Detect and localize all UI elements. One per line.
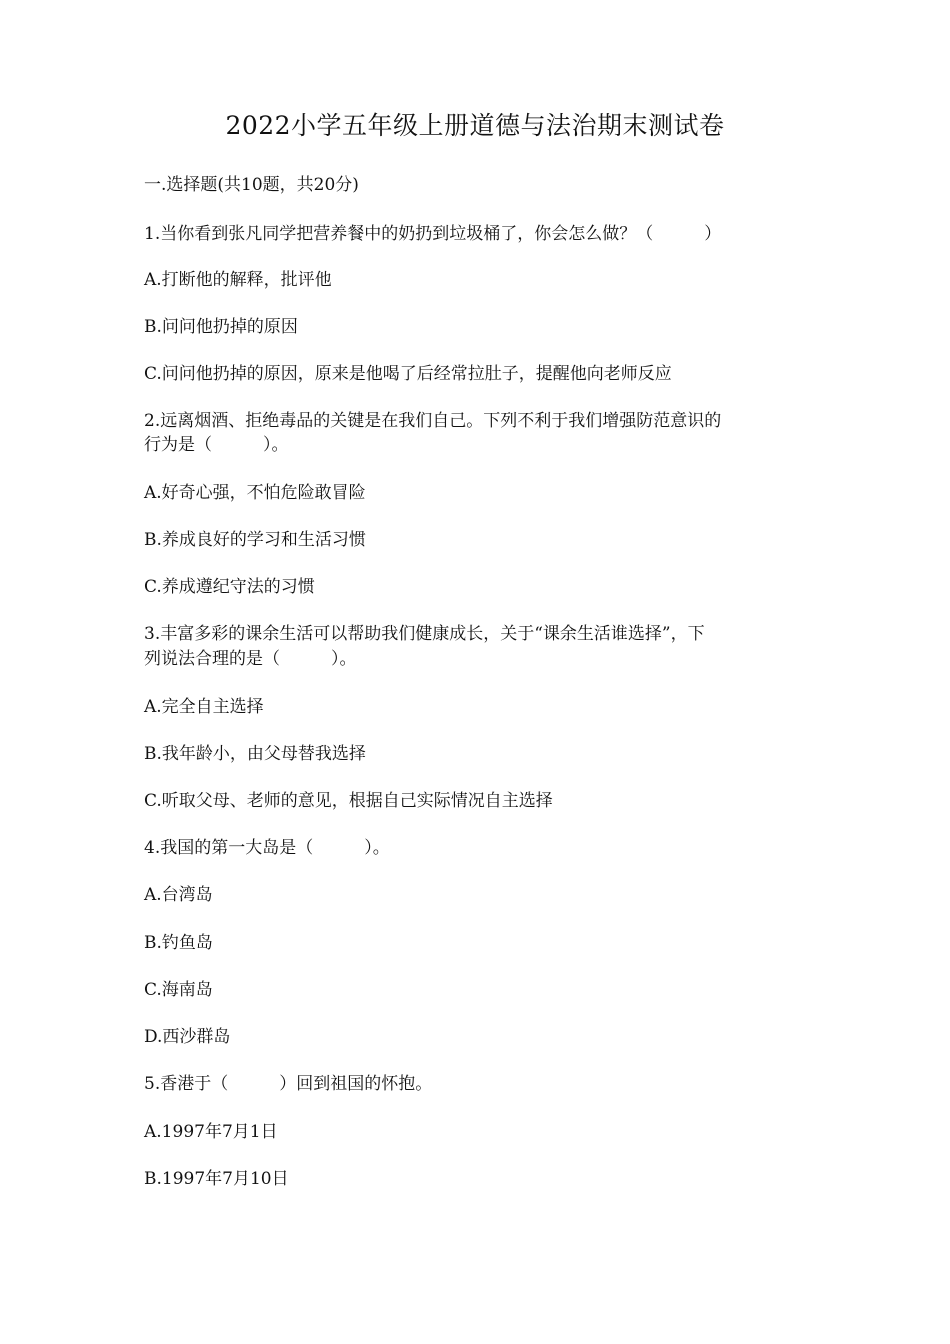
- question-5-option-b: B.1997年7月10日: [144, 1169, 289, 1189]
- question-1-stem: 1.当你看到张凡同学把营养餐中的奶扔到垃圾桶了，你会怎么做？（ ）: [144, 224, 722, 244]
- question-3-option-c: C.听取父母、老师的意见，根据自己实际情况自主选择: [144, 791, 553, 811]
- page-title: 2022小学五年级上册道德与法治期末测试卷: [225, 111, 725, 140]
- question-3-stem-line-2: 列说法合理的是（ ）。: [144, 649, 357, 669]
- question-3-option-a: A.完全自主选择: [144, 697, 264, 717]
- question-1-option-c: C.问问他扔掉的原因，原来是他喝了后经常拉肚子，提醒他向老师反应: [144, 364, 672, 384]
- question-2-option-c: C.养成遵纪守法的习惯: [144, 577, 315, 597]
- question-4-option-c: C.海南岛: [144, 980, 213, 1000]
- question-2-option-b: B.养成良好的学习和生活习惯: [144, 530, 366, 550]
- question-2-stem-line-2: 行为是（ ）。: [144, 435, 289, 455]
- question-2-stem-line-1: 2.远离烟酒、拒绝毒品的关键是在我们自己。下列不利于我们增强防范意识的: [144, 411, 722, 431]
- question-3-stem-line-1: 3.丰富多彩的课余生活可以帮助我们健康成长，关于“课余生活谁选择”，下: [144, 624, 705, 644]
- question-4-stem: 4.我国的第一大岛是（ ）。: [144, 838, 390, 858]
- question-5-stem: 5.香港于（ ）回到祖国的怀抱。: [144, 1074, 433, 1094]
- question-1-option-b: B.问问他扔掉的原因: [144, 317, 298, 337]
- section-heading: 一.选择题(共10题，共20分): [144, 175, 359, 195]
- question-2-option-a: A.好奇心强，不怕危险敢冒险: [144, 483, 366, 503]
- question-5-option-a: A.1997年7月1日: [144, 1122, 278, 1142]
- question-1-option-a: A.打断他的解释，批评他: [144, 270, 332, 290]
- question-4-option-a: A.台湾岛: [144, 885, 213, 905]
- question-3-option-b: B.我年龄小，由父母替我选择: [144, 744, 366, 764]
- question-4-option-d: D.西沙群岛: [144, 1027, 231, 1047]
- question-4-option-b: B.钓鱼岛: [144, 933, 213, 953]
